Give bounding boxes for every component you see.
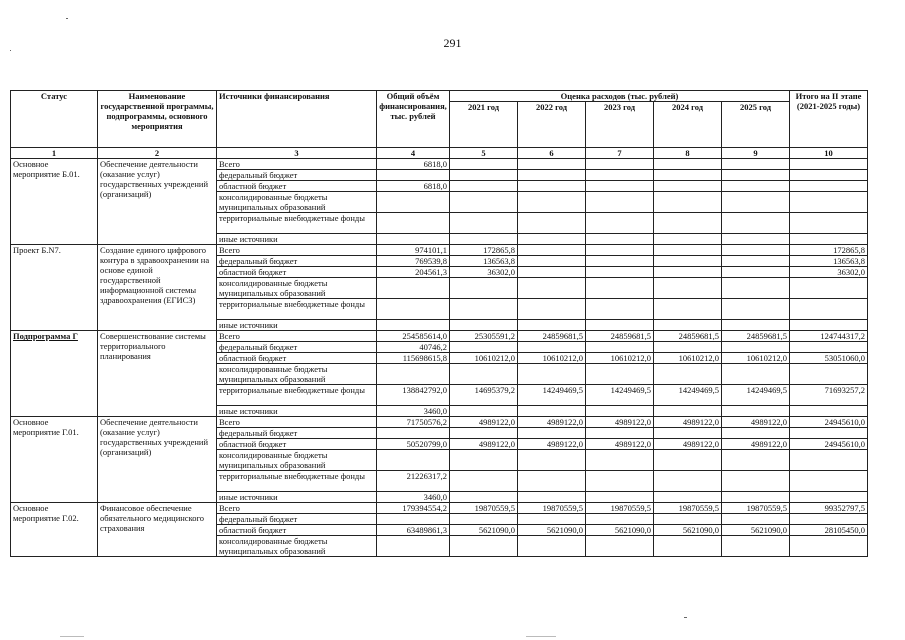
year-value-cell — [450, 450, 518, 471]
name-cell: Обеспечение деятельности (оказание услуг) государственных учреждений (организаций) — [98, 417, 217, 503]
summary-cell: 99352797,5 — [790, 503, 868, 514]
column-number: 7 — [586, 148, 654, 159]
summary-cell — [790, 450, 868, 471]
total-cell: 204561,3 — [377, 267, 450, 278]
column-number: 10 — [790, 148, 868, 159]
year-value-cell — [654, 428, 722, 439]
year-value-cell: 10610212,0 — [518, 353, 586, 364]
year-value-cell — [586, 342, 654, 353]
source-cell: Всего — [217, 417, 377, 428]
year-value-cell — [586, 299, 654, 320]
total-cell — [377, 278, 450, 299]
year-value-cell — [654, 213, 722, 234]
year-value-cell — [450, 213, 518, 234]
year-value-cell: 4989122,0 — [518, 417, 586, 428]
year-value-cell — [450, 492, 518, 503]
year-value-cell — [654, 234, 722, 245]
year-value-cell — [450, 406, 518, 417]
total-cell: 50520799,0 — [377, 439, 450, 450]
year-value-cell — [722, 406, 790, 417]
table-row — [11, 503, 868, 514]
summary-cell — [790, 492, 868, 503]
year-value-cell — [586, 406, 654, 417]
year-value-cell: 25305591,2 — [450, 331, 518, 342]
year-value-cell — [586, 234, 654, 245]
source-cell: федеральный бюджет — [217, 428, 377, 439]
year-value-cell: 5621090,0 — [586, 525, 654, 536]
source-cell: Всего — [217, 331, 377, 342]
total-cell: 40746,2 — [377, 342, 450, 353]
year-value-cell — [450, 514, 518, 525]
year-value-cell: 10610212,0 — [586, 353, 654, 364]
year-value-cell — [654, 450, 722, 471]
year-value-cell — [722, 234, 790, 245]
table-row — [11, 331, 868, 342]
name-cell: Создание единого цифрового контура в здравоохранении на основе единой государственной информационной системы здравоохранения (ЕГИСЗ) — [98, 245, 217, 331]
source-cell: федеральный бюджет — [217, 514, 377, 525]
column-number: 8 — [654, 148, 722, 159]
status-cell — [11, 331, 98, 417]
year-value-cell — [722, 364, 790, 385]
year-value-cell: 4989122,0 — [586, 417, 654, 428]
summary-cell — [790, 159, 868, 170]
year-value-cell — [654, 170, 722, 181]
total-cell: 63489861,3 — [377, 525, 450, 536]
status-cell: Основное мероприятие Г.02. — [11, 503, 98, 557]
total-cell: 138842792,0 — [377, 385, 450, 406]
summary-cell: 172865,8 — [790, 245, 868, 256]
year-value-cell — [586, 320, 654, 331]
scan-speck — [66, 18, 68, 19]
source-cell: областной бюджет — [217, 525, 377, 536]
year-value-cell — [722, 256, 790, 267]
total-cell — [377, 364, 450, 385]
year-value-cell: 19870559,5 — [586, 503, 654, 514]
table-row — [11, 417, 868, 428]
year-value-cell: 4989122,0 — [518, 439, 586, 450]
year-value-cell — [518, 342, 586, 353]
year-value-cell — [722, 536, 790, 557]
year-value-cell — [450, 181, 518, 192]
summary-cell — [790, 234, 868, 245]
year-value-cell: 24859681,5 — [518, 331, 586, 342]
column-number: 1 — [11, 148, 98, 159]
total-cell — [377, 299, 450, 320]
year-value-cell — [450, 320, 518, 331]
source-cell: консолидированные бюджеты муниципальных образований — [217, 278, 377, 299]
year-value-cell: 24859681,5 — [722, 331, 790, 342]
year-value-cell — [450, 428, 518, 439]
year-value-cell: 4989122,0 — [722, 417, 790, 428]
source-cell: консолидированные бюджеты муниципальных образований — [217, 450, 377, 471]
header-year: 2025 год — [722, 102, 790, 148]
financing-table — [10, 90, 868, 557]
scan-speck — [526, 636, 556, 637]
year-value-cell — [722, 278, 790, 299]
header-year: 2022 год — [518, 102, 586, 148]
year-value-cell — [722, 170, 790, 181]
source-cell: Всего — [217, 245, 377, 256]
summary-cell — [790, 192, 868, 213]
summary-cell — [790, 213, 868, 234]
year-value-cell — [722, 492, 790, 503]
year-value-cell — [518, 406, 586, 417]
summary-cell — [790, 320, 868, 331]
year-value-cell — [586, 364, 654, 385]
summary-cell — [790, 278, 868, 299]
year-value-cell — [518, 492, 586, 503]
year-value-cell — [586, 267, 654, 278]
year-value-cell — [518, 159, 586, 170]
year-value-cell — [518, 181, 586, 192]
total-cell — [377, 213, 450, 234]
year-value-cell — [654, 536, 722, 557]
source-cell: консолидированные бюджеты муниципальных образований — [217, 192, 377, 213]
year-value-cell — [518, 450, 586, 471]
header-status: Статус — [11, 91, 98, 148]
year-value-cell — [654, 492, 722, 503]
year-value-cell — [450, 471, 518, 492]
year-value-cell: 19870559,5 — [450, 503, 518, 514]
year-value-cell: 14249469,5 — [654, 385, 722, 406]
year-value-cell — [722, 181, 790, 192]
year-value-cell — [654, 406, 722, 417]
source-cell: федеральный бюджет — [217, 342, 377, 353]
year-value-cell — [450, 234, 518, 245]
source-cell: иные источники — [217, 492, 377, 503]
year-value-cell: 14249469,5 — [586, 385, 654, 406]
year-value-cell — [518, 278, 586, 299]
year-value-cell — [450, 192, 518, 213]
year-value-cell — [722, 299, 790, 320]
year-value-cell — [654, 267, 722, 278]
year-value-cell: 4989122,0 — [722, 439, 790, 450]
name-cell: Обеспечение деятельности (оказание услуг) государственных учреждений (организаций) — [98, 159, 217, 245]
year-value-cell: 14249469,5 — [722, 385, 790, 406]
source-cell: иные источники — [217, 320, 377, 331]
summary-cell — [790, 342, 868, 353]
total-cell: 3460,0 — [377, 492, 450, 503]
source-cell: областной бюджет — [217, 439, 377, 450]
year-value-cell: 19870559,5 — [654, 503, 722, 514]
total-cell: 974101,1 — [377, 245, 450, 256]
name-cell: Совершенствование системы территориального планирования — [98, 331, 217, 417]
page-number: 291 — [443, 36, 462, 50]
column-number: 4 — [377, 148, 450, 159]
summary-cell: 24945610,0 — [790, 417, 868, 428]
year-value-cell — [586, 213, 654, 234]
table-row — [11, 245, 868, 256]
year-value-cell: 172865,8 — [450, 245, 518, 256]
total-cell: 6818,0 — [377, 159, 450, 170]
year-value-cell: 5621090,0 — [722, 525, 790, 536]
summary-cell: 71693257,2 — [790, 385, 868, 406]
year-value-cell — [654, 299, 722, 320]
source-cell: иные источники — [217, 406, 377, 417]
year-value-cell — [586, 471, 654, 492]
summary-cell — [790, 299, 868, 320]
year-value-cell — [518, 213, 586, 234]
year-value-cell — [450, 342, 518, 353]
summary-cell — [790, 181, 868, 192]
column-number: 5 — [450, 148, 518, 159]
header-total: Общий объём финансирования, тыс. рублей — [377, 91, 450, 148]
year-value-cell — [654, 320, 722, 331]
summary-cell — [790, 514, 868, 525]
source-cell: консолидированные бюджеты муниципальных образований — [217, 536, 377, 557]
year-value-cell — [586, 192, 654, 213]
total-cell: 71750576,2 — [377, 417, 450, 428]
year-value-cell: 4989122,0 — [654, 439, 722, 450]
total-cell — [377, 450, 450, 471]
year-value-cell: 14695379,2 — [450, 385, 518, 406]
year-value-cell — [518, 299, 586, 320]
summary-cell — [790, 471, 868, 492]
status-text: Подпрограмма Г — [13, 331, 78, 341]
year-value-cell — [518, 514, 586, 525]
total-cell: 769539,8 — [377, 256, 450, 267]
year-value-cell: 19870559,5 — [518, 503, 586, 514]
year-value-cell — [450, 278, 518, 299]
scan-speck — [684, 617, 687, 618]
table-row — [11, 159, 868, 170]
year-value-cell — [654, 192, 722, 213]
total-cell — [377, 428, 450, 439]
year-value-cell: 4989122,0 — [450, 439, 518, 450]
year-value-cell — [518, 267, 586, 278]
total-cell: 6818,0 — [377, 181, 450, 192]
source-cell: федеральный бюджет — [217, 256, 377, 267]
year-value-cell — [722, 267, 790, 278]
year-value-cell: 14249469,5 — [518, 385, 586, 406]
year-value-cell — [586, 514, 654, 525]
year-value-cell: 5621090,0 — [518, 525, 586, 536]
year-value-cell — [722, 213, 790, 234]
header-year: 2021 год — [450, 102, 518, 148]
year-value-cell — [722, 428, 790, 439]
summary-cell — [790, 406, 868, 417]
year-value-cell: 36302,0 — [450, 267, 518, 278]
total-cell — [377, 514, 450, 525]
column-number: 2 — [98, 148, 217, 159]
summary-cell: 136563,8 — [790, 256, 868, 267]
source-cell: федеральный бюджет — [217, 170, 377, 181]
scan-speck — [10, 50, 11, 51]
total-cell: 3460,0 — [377, 406, 450, 417]
year-value-cell: 19870559,5 — [722, 503, 790, 514]
source-cell: консолидированные бюджеты муниципальных образований — [217, 364, 377, 385]
year-value-cell — [654, 181, 722, 192]
year-value-cell — [654, 514, 722, 525]
year-value-cell — [518, 234, 586, 245]
year-value-cell — [654, 256, 722, 267]
column-number: 3 — [217, 148, 377, 159]
year-value-cell — [654, 471, 722, 492]
column-number: 6 — [518, 148, 586, 159]
source-cell: территориальные внебюджетные фонды — [217, 213, 377, 234]
year-value-cell — [722, 192, 790, 213]
header-sources: Источники финансирования — [217, 91, 377, 148]
source-cell: территориальные внебюджетные фонды — [217, 471, 377, 492]
source-cell: областной бюджет — [217, 267, 377, 278]
source-cell: областной бюджет — [217, 353, 377, 364]
year-value-cell — [654, 364, 722, 385]
year-value-cell — [518, 536, 586, 557]
year-value-cell — [586, 245, 654, 256]
year-value-cell — [450, 364, 518, 385]
status-cell: Основное мероприятие Б.01. — [11, 159, 98, 245]
year-value-cell — [518, 428, 586, 439]
summary-cell: 124744317,2 — [790, 331, 868, 342]
source-cell: Всего — [217, 159, 377, 170]
year-value-cell — [722, 342, 790, 353]
year-value-cell — [654, 342, 722, 353]
year-value-cell — [586, 492, 654, 503]
header-year: 2024 год — [654, 102, 722, 148]
source-cell: областной бюджет — [217, 181, 377, 192]
total-cell — [377, 536, 450, 557]
source-cell: Всего — [217, 503, 377, 514]
year-value-cell — [722, 514, 790, 525]
year-value-cell — [518, 245, 586, 256]
header-summary: Итого на II этапе (2021-2025 годы) — [790, 91, 868, 148]
year-value-cell: 5621090,0 — [654, 525, 722, 536]
summary-cell: 28105450,0 — [790, 525, 868, 536]
summary-cell: 24945610,0 — [790, 439, 868, 450]
year-value-cell — [586, 450, 654, 471]
year-value-cell — [586, 428, 654, 439]
year-value-cell — [518, 170, 586, 181]
year-value-cell — [654, 278, 722, 299]
year-value-cell — [518, 471, 586, 492]
year-value-cell: 10610212,0 — [654, 353, 722, 364]
source-cell: территориальные внебюджетные фонды — [217, 385, 377, 406]
total-cell — [377, 320, 450, 331]
year-value-cell: 5621090,0 — [450, 525, 518, 536]
source-cell: иные источники — [217, 234, 377, 245]
year-value-cell — [586, 256, 654, 267]
year-value-cell — [586, 159, 654, 170]
total-cell — [377, 192, 450, 213]
source-cell: территориальные внебюджетные фонды — [217, 299, 377, 320]
total-cell: 21226317,2 — [377, 471, 450, 492]
column-number: 9 — [722, 148, 790, 159]
header-estimate: Оценка расходов (тыс. рублей) — [450, 91, 790, 102]
year-value-cell — [586, 170, 654, 181]
year-value-cell — [586, 181, 654, 192]
summary-cell — [790, 364, 868, 385]
year-value-cell — [586, 536, 654, 557]
year-value-cell: 4989122,0 — [450, 417, 518, 428]
header-name: Наименование государственной программы, подпрограммы, основного мероприятия — [98, 91, 217, 148]
scan-speck — [60, 636, 84, 637]
year-value-cell: 4989122,0 — [654, 417, 722, 428]
year-value-cell — [654, 159, 722, 170]
year-value-cell: 4989122,0 — [586, 439, 654, 450]
year-value-cell: 10610212,0 — [722, 353, 790, 364]
year-value-cell — [722, 471, 790, 492]
year-value-cell — [450, 170, 518, 181]
year-value-cell — [722, 450, 790, 471]
status-cell: Проект Б.N7. — [11, 245, 98, 331]
total-cell: 254585614,0 — [377, 331, 450, 342]
year-value-cell — [586, 278, 654, 299]
year-value-cell — [450, 536, 518, 557]
status-cell: Основное мероприятие Г.01. — [11, 417, 98, 503]
name-cell: Финансовое обеспечение обязательного медицинского страхования — [98, 503, 217, 557]
year-value-cell — [654, 245, 722, 256]
total-cell: 115698615,8 — [377, 353, 450, 364]
year-value-cell: 136563,8 — [450, 256, 518, 267]
year-value-cell — [518, 364, 586, 385]
year-value-cell — [722, 159, 790, 170]
year-value-cell: 10610212,0 — [450, 353, 518, 364]
year-value-cell: 24859681,5 — [654, 331, 722, 342]
year-value-cell — [722, 245, 790, 256]
year-value-cell — [518, 256, 586, 267]
total-cell — [377, 170, 450, 181]
year-value-cell — [518, 320, 586, 331]
year-value-cell — [722, 320, 790, 331]
summary-cell: 36302,0 — [790, 267, 868, 278]
summary-cell — [790, 170, 868, 181]
header-year: 2023 год — [586, 102, 654, 148]
summary-cell — [790, 536, 868, 557]
summary-cell — [790, 428, 868, 439]
summary-cell: 53051060,0 — [790, 353, 868, 364]
total-cell — [377, 234, 450, 245]
year-value-cell — [518, 192, 586, 213]
year-value-cell — [450, 299, 518, 320]
year-value-cell — [450, 159, 518, 170]
total-cell: 179394554,2 — [377, 503, 450, 514]
year-value-cell: 24859681,5 — [586, 331, 654, 342]
